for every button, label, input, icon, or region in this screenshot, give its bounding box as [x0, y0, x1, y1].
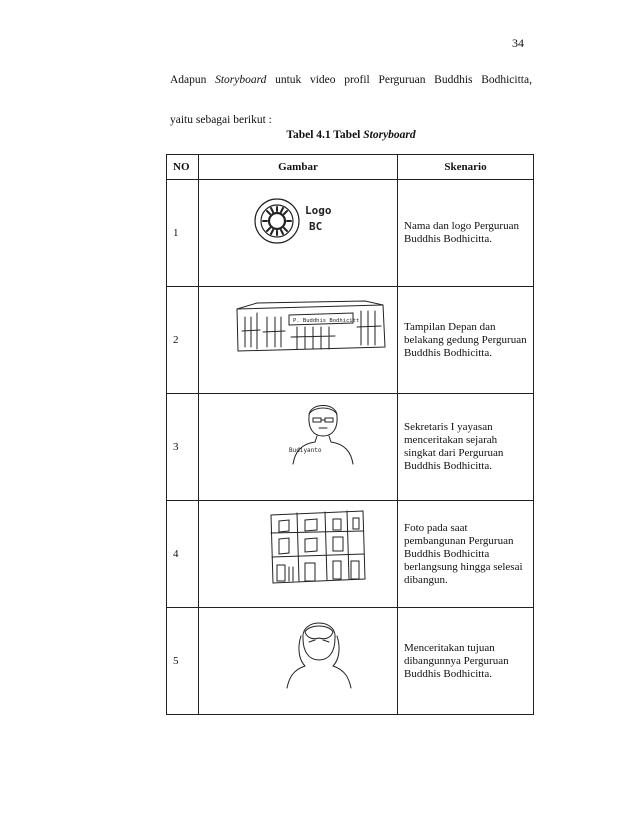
intro-word: profil	[344, 74, 370, 86]
caption-emph: Storyboard	[363, 129, 416, 141]
building-front-sketch	[205, 287, 391, 393]
table-row	[167, 501, 534, 608]
skenario-text: Menceritakan tujuan dibangunnya Perguruan Buddhis Bodhicitta.	[398, 608, 534, 715]
table-row	[167, 608, 534, 715]
intro-word: Bodhicitta,	[481, 74, 532, 86]
table-row	[167, 180, 534, 287]
row-number: 4	[167, 501, 199, 608]
row-number: 5	[167, 608, 199, 715]
storyboard-table	[166, 154, 534, 715]
sketch-label: Budiyanto	[289, 447, 322, 454]
skenario-text: Tampilan Depan dan belakang gedung Perguruan Buddhis Bodhicitta.	[398, 287, 534, 394]
sketch-label: BC	[309, 220, 323, 233]
table-row	[167, 394, 534, 501]
intro-line-2: yaitu sebagai berikut :	[170, 114, 272, 126]
row-number: 1	[167, 180, 199, 287]
row-number: 2	[167, 287, 199, 394]
table-header-row	[167, 155, 534, 180]
logo-sketch	[205, 180, 391, 286]
sketch-label: P. Buddhis Bodhicitt	[293, 318, 360, 324]
caption-prefix: Tabel 4.1 Tabel	[286, 129, 364, 141]
sketch-cell	[199, 287, 398, 394]
header-no: NO	[167, 155, 199, 180]
intro-line-1	[170, 72, 532, 88]
header-skenario: Skenario	[398, 155, 534, 180]
intro-word: Buddhis	[434, 74, 473, 86]
intro-paragraph	[170, 72, 532, 128]
sketch-cell	[199, 501, 398, 608]
intro-word: untuk	[275, 74, 302, 86]
speaker-portrait-sketch	[205, 394, 391, 500]
building-construction-sketch	[205, 501, 391, 607]
intro-word-storyboard: Storyboard	[215, 74, 267, 86]
sketch-cell	[199, 394, 398, 501]
skenario-text: Sekretaris I yayasan menceritakan sejarah singkat dari Perguruan Buddhis Bodhicitta.	[398, 394, 534, 501]
header-gambar: Gambar	[199, 155, 398, 180]
narrator-portrait-sketch	[205, 608, 391, 714]
sketch-cell	[199, 608, 398, 715]
sketch-cell	[199, 180, 398, 287]
row-number: 3	[167, 394, 199, 501]
table-row	[167, 287, 534, 394]
table-caption	[170, 129, 532, 141]
sketch-label: Logo	[305, 204, 332, 217]
skenario-text: Foto pada saat pembangunan Perguruan Buddhis Bodhicitta berlangsung hingga selesai dibangun.	[398, 501, 534, 608]
skenario-text: Nama dan logo Perguruan Buddhis Bodhicitta.	[398, 180, 534, 287]
intro-word: Adapun	[170, 74, 207, 86]
page-number: 34	[512, 36, 524, 50]
intro-word: Perguruan	[378, 74, 426, 86]
intro-word: video	[309, 74, 336, 86]
